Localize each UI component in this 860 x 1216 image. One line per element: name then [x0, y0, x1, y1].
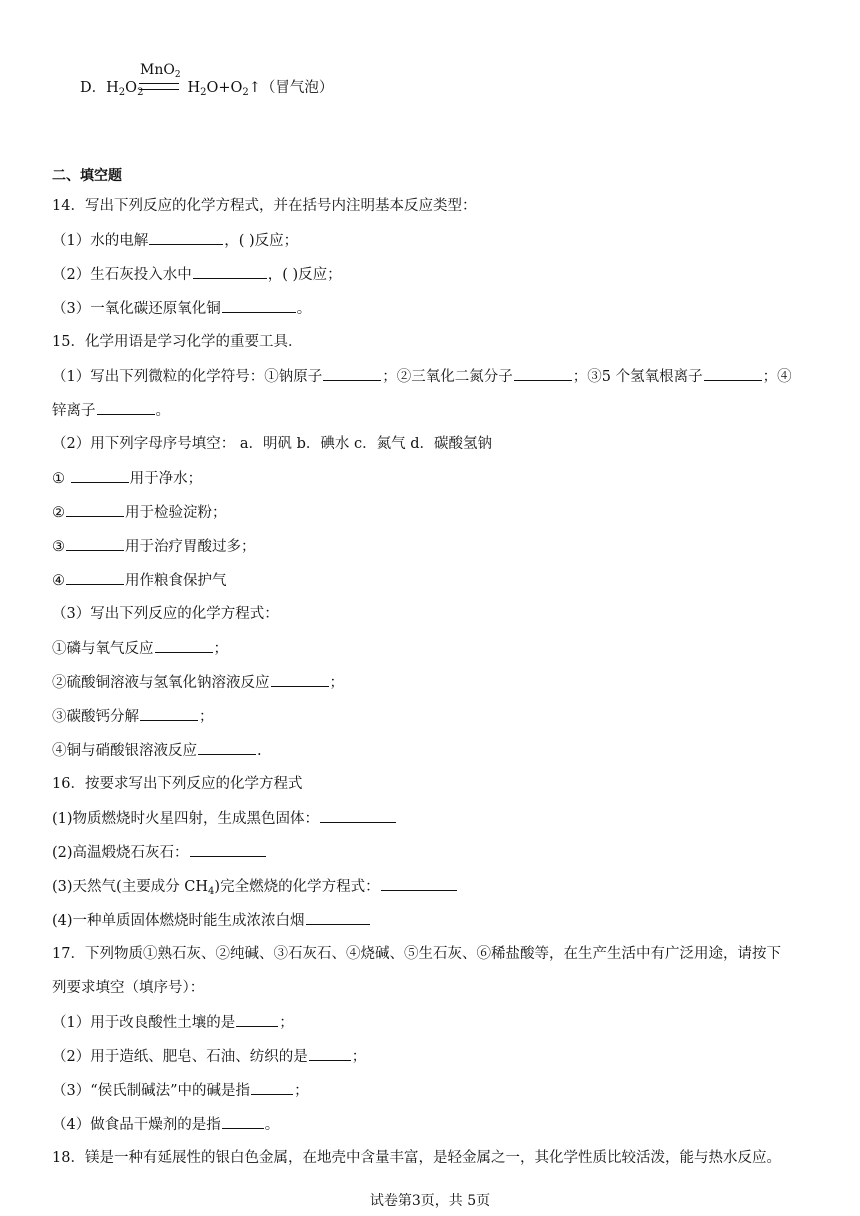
answer-blank[interactable]: [190, 842, 266, 857]
answer-blank[interactable]: [271, 672, 329, 687]
q14-part1: （1）水的电解 ，( )反应；: [52, 230, 298, 251]
q16-part2: (2)高温煅烧石灰石：: [52, 842, 267, 863]
answer-blank[interactable]: [155, 638, 213, 653]
answer-blank[interactable]: [320, 808, 396, 823]
q15-stem: 15．化学用语是学习化学的重要工具．: [52, 334, 303, 350]
q15-part2-item3: ③ 用于治疗胃酸过多；: [52, 536, 256, 557]
q17-part3: （3）“侯氏制碱法”中的碱是指 ；: [52, 1080, 309, 1101]
q16-stem: 16．按要求写出下列反应的化学方程式: [52, 776, 303, 792]
q15-part1-line1: （1）写出下列微粒的化学符号：①钠原子 ；②三氧化二氮分子 ；③5 个氢氧根离子 ；④: [52, 366, 792, 387]
answer-blank[interactable]: [514, 366, 572, 381]
reaction-condition-line: [139, 83, 179, 90]
q17-stem-line1: 17．下列物质①熟石灰、②纯碱、③石灰石、④烧碱、⑤生石灰、⑥稀盐酸等，在生产生活中有广泛用途，请按下: [52, 946, 781, 962]
answer-blank[interactable]: [381, 876, 457, 891]
q18-stem: 18．镁是一种有延展性的银白色金属，在地壳中含量丰富，是轻金属之一，其化学性质比较活泼，能与热水反应。: [52, 1150, 781, 1166]
answer-blank[interactable]: [193, 264, 267, 279]
q17-part2: （2）用于造纸、肥皂、石油、纺织的是 ；: [52, 1046, 366, 1067]
q16-part3: (3)天然气(主要成分 $CH_4$)完全燃烧的化学方程式：: [52, 876, 458, 902]
q16-part4: (4)一种单质固体燃烧时能生成浓浓白烟: [52, 910, 371, 931]
page-footer: 试卷第3页，共 5页: [369, 1193, 491, 1209]
q16-part1: (1)物质燃烧时火星四射，生成黑色固体：: [52, 808, 397, 829]
answer-blank[interactable]: [149, 230, 223, 245]
q15-part2-item2: ② 用于检验淀粉；: [52, 502, 227, 523]
q15-part3-item3: ③碳酸钙分解 ；: [52, 706, 214, 727]
answer-blank[interactable]: [66, 502, 124, 517]
answer-blank[interactable]: [222, 1114, 264, 1129]
answer-blank[interactable]: [222, 298, 296, 313]
catalyst-label: MnO$_2$: [140, 62, 181, 80]
answer-blank[interactable]: [71, 468, 129, 483]
answer-blank[interactable]: [66, 570, 124, 585]
q15-part2-item4: ④ 用作粮食保护气: [52, 570, 227, 591]
answer-blank[interactable]: [236, 1012, 278, 1027]
q15-part3-item4: ④铜与硝酸银溶液反应 .: [52, 740, 262, 761]
q14-stem: 14．写出下列反应的化学方程式，并在括号内注明基本反应类型：: [52, 198, 477, 214]
answer-blank[interactable]: [309, 1046, 351, 1061]
q15-part3-item1: ①磷与氧气反应 ；: [52, 638, 228, 659]
answer-blank[interactable]: [97, 400, 155, 415]
section-title: 二、填空题: [52, 168, 122, 184]
option-d-equation: D．$H_2O_2$ $H_2O+O_2↑$（冒气泡）: [80, 80, 334, 98]
q17-part4: （4）做食品干燥剂的是指 。: [52, 1114, 279, 1135]
answer-blank[interactable]: [140, 706, 198, 721]
option-d-label: D．: [80, 80, 107, 96]
q17-stem-line2: 列要求填空（填序号）：: [52, 980, 205, 996]
q15-part3: （3）写出下列反应的化学方程式：: [52, 606, 279, 622]
q15-part2-item1: ① 用于净水；: [52, 468, 202, 489]
q17-part1: （1）用于改良酸性土壤的是 ；: [52, 1012, 294, 1033]
answer-blank[interactable]: [198, 740, 256, 755]
answer-blank[interactable]: [306, 910, 370, 925]
answer-blank[interactable]: [323, 366, 381, 381]
answer-blank[interactable]: [704, 366, 762, 381]
answer-blank[interactable]: [251, 1080, 293, 1095]
q15-part2: （2）用下列字母序号填空： a．明矾 b．碘水 c．氮气 d．碳酸氢钠: [52, 436, 492, 452]
q14-part2: （2）生石灰投入水中 ，( )反应；: [52, 264, 342, 285]
answer-blank[interactable]: [66, 536, 124, 551]
q15-part1-line2: 锌离子 。: [52, 400, 170, 421]
q14-part3: （3）一氧化碳还原氧化铜 。: [52, 298, 311, 319]
q15-part3-item2: ②硫酸铜溶液与氢氧化钠溶液反应 ；: [52, 672, 344, 693]
